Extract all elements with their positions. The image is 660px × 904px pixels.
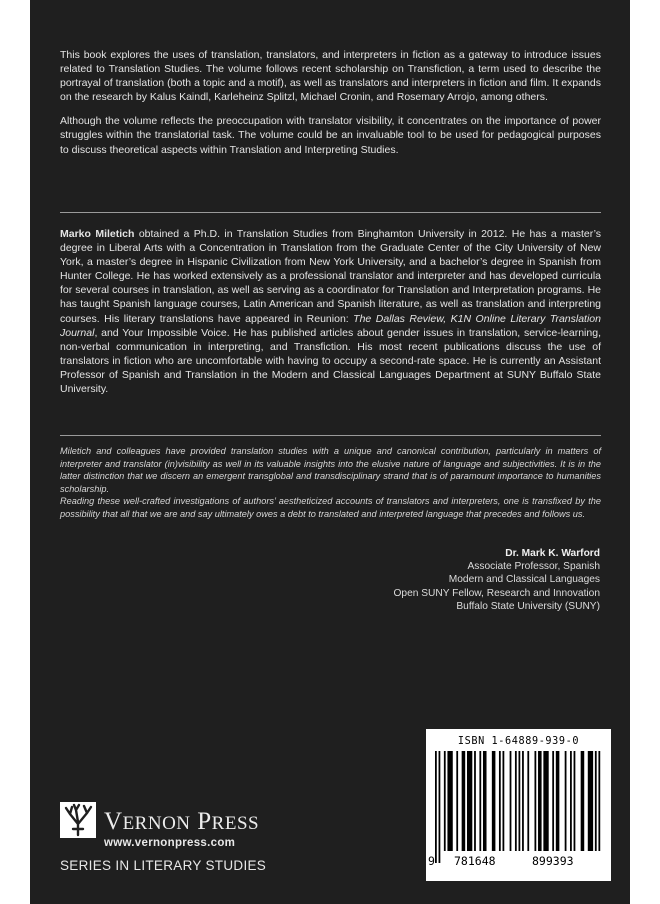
divider xyxy=(60,435,601,436)
endorsement-attribution xyxy=(393,547,600,613)
barcode-bar xyxy=(595,751,597,851)
barcode-bar xyxy=(515,751,517,851)
barcode-bar xyxy=(503,751,505,851)
barcode-bar xyxy=(444,751,446,851)
endorser-title-2: Modern and Classical Languages xyxy=(448,574,600,586)
barcode-bar xyxy=(447,751,452,851)
divider xyxy=(60,212,601,213)
barcode-bar xyxy=(522,751,524,851)
barcode-bar xyxy=(467,751,472,851)
barcode-bar xyxy=(479,751,481,851)
bio-italic-titles: The Dallas Review, K1N Online Literary Translation Journal xyxy=(60,312,601,339)
barcode-bar xyxy=(519,751,521,851)
isbn-number: ISBN 1-64889-939-0 xyxy=(457,736,580,747)
endorser-title-3: Open SUNY Fellow, Research and Innovation xyxy=(393,587,600,599)
barcode-bar xyxy=(581,751,585,851)
barcode-bar xyxy=(552,751,554,851)
barcode-bar xyxy=(435,751,437,863)
barcode-bar xyxy=(492,751,496,851)
barcode-bar xyxy=(574,751,576,851)
barcode-bar xyxy=(527,751,529,851)
series-title: SERIES IN LITERARY STUDIES xyxy=(60,858,267,873)
barcode-bar xyxy=(538,751,542,851)
barcode-bar xyxy=(456,751,458,851)
barcode-bar xyxy=(570,751,572,851)
barcode-digits-left: 781648 xyxy=(454,854,496,868)
barcode-bar xyxy=(588,751,593,851)
barcode-bar xyxy=(499,751,501,851)
publisher-url: www.vernonpress.com xyxy=(104,837,236,849)
barcode-bar xyxy=(462,751,466,851)
endorser-title-4: Buffalo State University (SUNY) xyxy=(456,600,600,612)
endorsement-quote xyxy=(60,445,601,521)
blurb-paragraph-2: Although the volume reflects the preoccupation with translator visibility, it concentrates on the importance of power struggles within the translatorial task. The volume could be an invaluable tool to be used for pedagogical purposes to discuss theoretical aspects within Translation and Interpreting Studies. xyxy=(60,115,601,156)
publisher-name: VERNON PRESS xyxy=(104,808,260,835)
isbn-barcode xyxy=(426,729,611,881)
tree-logo-icon xyxy=(60,802,96,838)
barcode-bar xyxy=(474,751,476,851)
barcode-bar xyxy=(483,751,487,851)
bio-text-continued: , and Your Impossible Voice. He has published articles about gender issues in translation, service-learning, non-verbal communication in interpreting, and Transfiction. His most recent publications discuss the use of translators in fiction who are uncomfortable with having to occupy a second-rate space. He is currently an Assistant Professor of Spanish and Translation in the Modern and Classical Languages Department at SUNY Buffalo State University. xyxy=(60,326,601,396)
barcode-bars xyxy=(435,751,602,863)
author-name: Marko Miletich xyxy=(60,228,135,240)
quote-paragraph-1: Miletich and colleagues have provided translation studies with a unique and canonical contribution, particularly in matters of interpreter and translator (in)visibility as well in its valuable insights into the elusive nature of language and subjectivities. It is in the latter distinction that we discern an emergent transglobal and transdisciplinary strand that is of paramount importance to humanities scholarship. xyxy=(60,446,601,494)
barcode-bar xyxy=(598,751,600,851)
endorser-name: Dr. Mark K. Warford xyxy=(505,548,600,559)
back-cover xyxy=(30,0,630,904)
barcode-bar xyxy=(556,751,560,851)
barcode-bar xyxy=(439,751,441,863)
book-blurb xyxy=(60,48,601,167)
barcode-bar xyxy=(543,751,548,851)
endorser-title-1: Associate Professor, Spanish xyxy=(467,561,600,573)
barcode-digit-first: 9 xyxy=(428,854,435,868)
quote-paragraph-2: Reading these well-crafted investigations of authors’ aestheticized accounts of translators and interpreters, one is transfixed by the possibility that all that we are and say ultimately owes a debt to translated and interpreted language that precedes and follows us. xyxy=(60,496,601,519)
author-bio xyxy=(60,227,601,396)
bio-text: obtained a Ph.D. in Translation Studies from Binghamton University in 2012. He has a master’s degree in Liberal Arts with a Concentration in Translation from the Graduate Center of the City University of New York, a master’s degree in Hispanic Civilization from New York University, and a bachelor’s degree in Spanish from Hunter College. He has worked extensively as a professional translator and interpreter and has developed curricula for several courses in translation, as well as serving as a coordinator for Translation and Interpretation programs. He has taught Spanish language courses, Latin American and Spanish literature, as well as translation and interpreting courses. His literary translations have appeared in Reunion: xyxy=(60,228,602,325)
barcode-bar xyxy=(534,751,536,851)
barcode-bar xyxy=(565,751,567,851)
barcode-bar xyxy=(510,751,512,851)
barcode-digits-right: 899393 xyxy=(532,854,574,868)
blurb-paragraph-1: This book explores the uses of translation, translators, and interpreters in fiction as a gateway to introduce issues related to Translation Studies. The volume follows recent scholarship on Transfiction, a term used to describe the portrayal of translation (both a topic and a motif), as well as translators and interpreters in fiction and film. It expands on the research by Kalus Kaindl, Karleheinz Splitzl, Michael Cronin, and Rosemary Arrojo, among others. xyxy=(60,49,601,104)
